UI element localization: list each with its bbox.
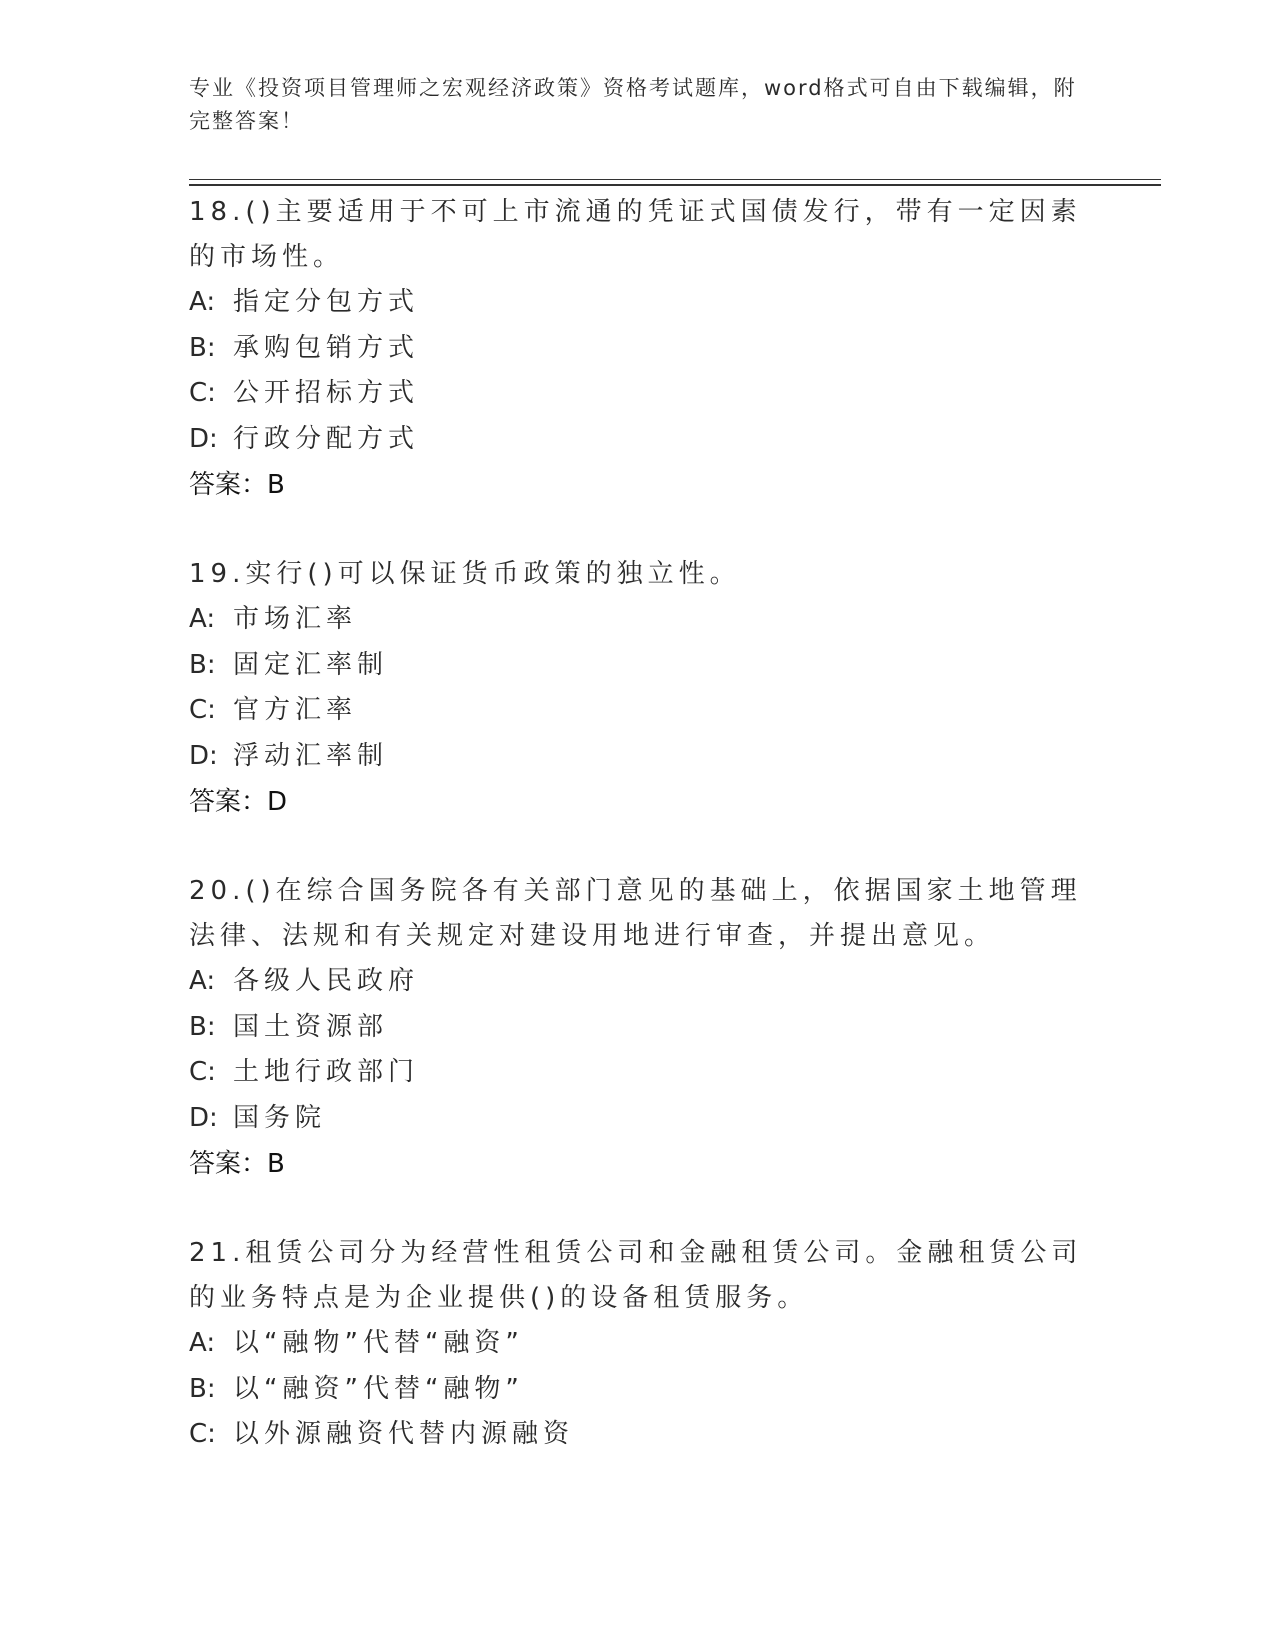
option-text: 行政分配方式 xyxy=(233,423,420,454)
question-21 xyxy=(189,1231,1089,1458)
option-text: 国土资源部 xyxy=(233,1011,389,1042)
option-text: 指定分包方式 xyxy=(233,287,420,317)
answer: 答案：B xyxy=(189,470,285,500)
option-key: C: xyxy=(189,378,216,408)
option-b xyxy=(189,643,1089,689)
option-key: A: xyxy=(189,1328,216,1358)
option-d xyxy=(189,417,1089,463)
option-key: A: xyxy=(189,287,216,317)
option-key: A: xyxy=(189,966,216,996)
option-text: 承购包销方式 xyxy=(233,332,420,363)
answer: 答案：D xyxy=(189,787,288,817)
option-d xyxy=(189,1096,1089,1142)
option-d xyxy=(189,734,1089,780)
option-b xyxy=(189,1367,1089,1413)
question-20 xyxy=(189,869,1089,1187)
header-rule-thick xyxy=(189,184,1161,186)
option-a xyxy=(189,1321,1089,1367)
option-key: D: xyxy=(189,423,218,454)
question-list xyxy=(189,190,1089,1502)
option-c xyxy=(189,371,1089,417)
option-key: D: xyxy=(189,740,218,771)
option-key: C: xyxy=(189,695,216,725)
document-header: 专业《投资项目管理师之宏观经济政策》资格考试题库，word格式可自由下载编辑，附完整答案！ xyxy=(189,76,1077,133)
option-text: 国务院 xyxy=(233,1102,327,1133)
option-key: C: xyxy=(189,1419,216,1449)
question-18 xyxy=(189,190,1089,508)
question-text: 21.租赁公司分为经营性租赁公司和金融租赁公司。金融租赁公司的业务特点是为企业提供()的设备租赁服务。 xyxy=(189,1238,1083,1313)
option-key: C: xyxy=(189,1057,216,1087)
option-text: 浮动汇率制 xyxy=(233,740,389,771)
answer: 答案：B xyxy=(189,1149,285,1179)
option-text: 市场汇率 xyxy=(233,604,358,634)
option-text: 土地行政部门 xyxy=(233,1057,420,1087)
option-key: B: xyxy=(189,649,216,680)
option-a xyxy=(189,959,1089,1005)
option-text: 公开招标方式 xyxy=(233,378,420,408)
option-key: B: xyxy=(189,332,216,363)
option-key: B: xyxy=(189,1373,216,1404)
option-key: A: xyxy=(189,604,216,634)
option-b xyxy=(189,326,1089,372)
option-text: 以“融资”代替“融物” xyxy=(233,1373,524,1404)
question-19 xyxy=(189,552,1089,825)
option-text: 固定汇率制 xyxy=(233,649,389,680)
option-a xyxy=(189,597,1089,643)
option-b xyxy=(189,1005,1089,1051)
question-text: 20.()在综合国务院各有关部门意见的基础上，依据国家土地管理法律、法规和有关规定对建设用地进行审查，并提出意见。 xyxy=(189,876,1082,951)
option-text: 以“融物”代替“融资” xyxy=(233,1328,524,1358)
option-c xyxy=(189,1050,1089,1096)
option-key: D: xyxy=(189,1102,218,1133)
option-text: 官方汇率 xyxy=(233,695,358,725)
option-c xyxy=(189,688,1089,734)
option-key: B: xyxy=(189,1011,216,1042)
question-text: 19.实行()可以保证货币政策的独立性。 xyxy=(189,559,741,589)
option-text: 以外源融资代替内源融资 xyxy=(233,1419,575,1449)
question-text: 18.()主要适用于不可上市流通的凭证式国债发行，带有一定因素的市场性。 xyxy=(189,197,1082,272)
option-text: 各级人民政府 xyxy=(233,966,420,996)
header-rule-thin xyxy=(189,179,1161,180)
option-a xyxy=(189,280,1089,326)
option-c xyxy=(189,1412,1089,1458)
